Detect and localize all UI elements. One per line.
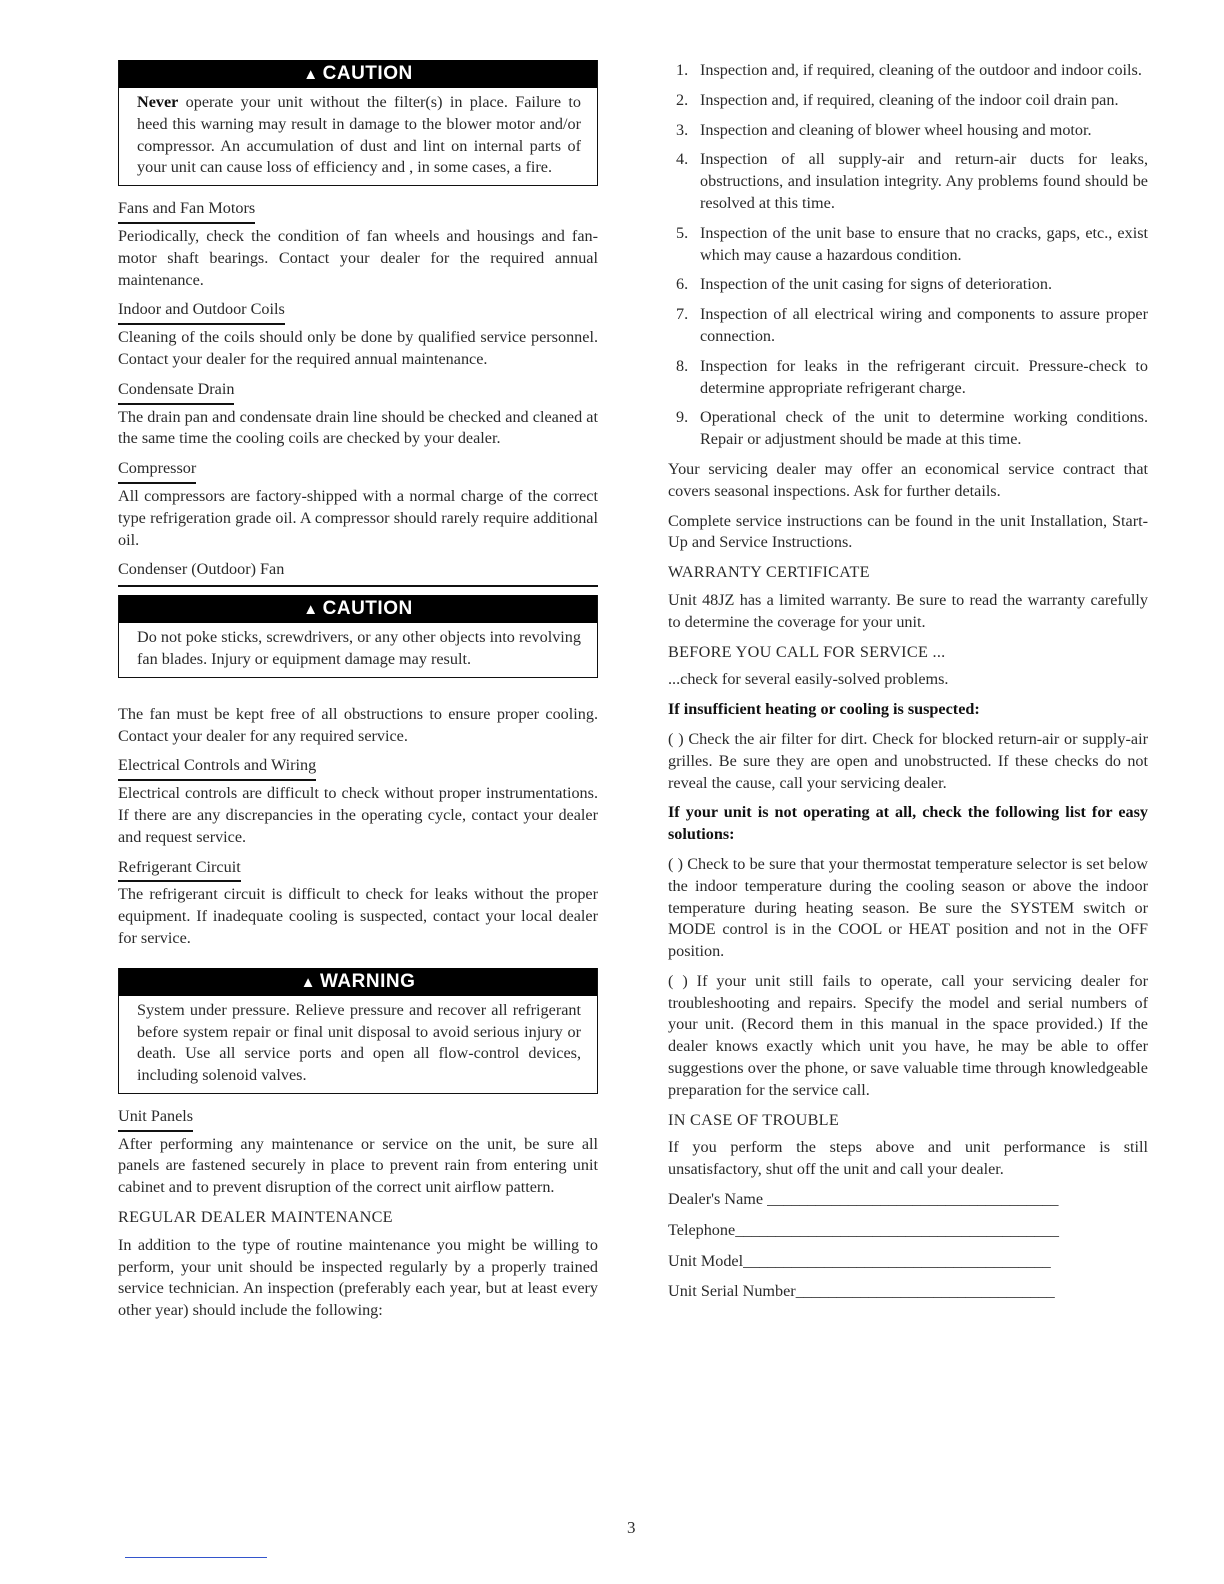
bold-heading: If your unit is not operating at all, check the following list for easy solutions: (668, 803, 1148, 844)
section-text: The refrigerant circuit is difficult to check for leaks without the proper equipment. If inadequate cooling is suspected, contact your local dealer for service. (118, 885, 598, 947)
warning-triangle-icon: ▲ (303, 66, 319, 83)
list-item: 7. Inspection of all electrical wiring and components to assure proper connection. (676, 305, 1148, 345)
warning-triangle-icon: ▲ (300, 973, 317, 991)
list-item: 3. Inspection and cleaning of blower wheel housing and motor. (676, 120, 1092, 139)
section-heading: Refrigerant Circuit (118, 857, 241, 883)
section-text: All compressors are factory-shipped with a normal charge of the correct type refrigeration grade oil. A compressor should rarely require additional oil. (118, 486, 598, 549)
section-text: In addition to the type of routine maintenance you might be willing to perform, your unit should be inspected regularly by a properly trained service technician. An inspection (preferably each year, but at least every other year) should include the following: (118, 1235, 598, 1320)
paragraph: ( ) If your unit still fails to operate, call your servicing dealer for troubleshooting and repairs. Specify the model and serial numbers of your unit. (Record them in this manual in the space provided.) If the dealer knows exactly which unit you have, he may be able to offer suggestions over the phone, or save valuable time through knowledgeable preparation for the service call. (668, 971, 1148, 1099)
warranty-heading: WARRANTY CERTIFICATE (668, 563, 870, 582)
list-item: 5. Inspection of the unit base to ensure that no cracks, gaps, etc., exist which may cause a hazardous condition. (676, 223, 1148, 264)
paragraph: Your servicing dealer may offer an economical service contract that covers seasonal inspections. Ask for further details. (668, 459, 1148, 500)
caution-bold-lead: Never (137, 93, 179, 111)
caution-body: Do not poke sticks, screwdrivers, or any other objects into revolving fan blades. Injury or equipment damage may result. (137, 628, 581, 668)
list-item: 9. Operational check of the unit to determine working conditions. Repair or adjustment should be made at this time. (676, 408, 1148, 449)
warning-header (119, 968, 597, 996)
page-number: 3 (627, 1518, 636, 1537)
paragraph: Complete service instructions can be found in the unit Installation, Start-Up and Service Instructions. (668, 511, 1148, 552)
unit-serial-field: Unit Serial Number________________________________ (668, 1282, 1055, 1301)
section-text: After performing any maintenance or service on the unit, be sure all panels are fastened securely in place to prevent rain from entering unit cabinet and to prevent disruption of the correct unit airflow pattern. (118, 1134, 598, 1197)
section-heading: Electrical Controls and Wiring (118, 755, 316, 781)
footer-rule (125, 1557, 267, 1558)
warning-box (118, 968, 598, 1094)
paragraph: ( ) Check to be sure that your thermostat temperature selector is set below the indoor temperature during the cooling season or above the indoor temperature during heating season. Be sure the SYSTEM switch or MODE control is in the COOL or HEAT position and not in the OFF position. (668, 854, 1148, 961)
list-item: 8. Inspection for leaks in the refrigerant circuit. Pressure-check to determine appropriate refrigerant charge. (676, 356, 1148, 397)
caution-title: CAUTION (322, 598, 413, 620)
paragraph: Unit 48JZ has a limited warranty. Be sure to read the warranty carefully to determine the coverage for your unit. (668, 590, 1148, 631)
caution-header (119, 60, 597, 88)
unit-model-field: Unit Model______________________________________ (668, 1251, 1051, 1270)
caution-box-filter (118, 60, 598, 186)
caution-title: CAUTION (322, 63, 413, 84)
warning-triangle-icon: ▲ (303, 601, 319, 619)
bold-heading: If insufficient heating or cooling is suspected: (668, 700, 980, 719)
section-heading: Condensate Drain (118, 379, 234, 405)
section-heading: Unit Panels (118, 1106, 193, 1132)
inspection-list (668, 60, 1148, 451)
list-item: 6. Inspection of the unit casing for signs of deterioration. (676, 275, 1052, 294)
section-text: Electrical controls are difficult to check without proper instrumentations. If there are any discrepancies in the operating cycle, contact your dealer and request service. (118, 784, 598, 846)
paragraph: ( ) Check the air filter for dirt. Check for blocked return-air or supply-air grilles. Be sure they are open and unobstructed. If these checks do not reveal the cause, call your servicing dealer. (668, 729, 1148, 792)
list-item: 2. Inspection and, if required, cleaning of the indoor coil drain pan. (676, 90, 1119, 109)
divider (118, 585, 598, 587)
section-text: The drain pan and condensate drain line should be checked and cleaned at the same time the cooling coils are checked by your dealer. (118, 407, 598, 448)
section-text: Periodically, check the condition of fan wheels and housings and fan-motor shaft bearings. Contact your dealer for the required annual maintenance. (118, 226, 598, 289)
caution-body (119, 88, 597, 185)
trouble-heading: IN CASE OF TROUBLE (668, 1110, 840, 1129)
left-column (118, 60, 598, 1330)
right-column (668, 60, 1148, 1312)
caution-text: operate your unit without the filter(s) in place. Failure to heed this warning may result in damage to the blower motor and/or compressor. An accumulation of dust and lint on internal parts of your unit can cause loss of efficiency and , in some cases, a fire. (137, 93, 581, 177)
section-text: Cleaning of the coils should only be done by qualified service personnel. Contact your dealer for the required annual maintenance. (118, 328, 598, 368)
paragraph: ...check for several easily-solved problems. (668, 670, 949, 689)
section-text: The fan must be kept free of all obstructions to ensure proper cooling. Contact your dealer for any required service. (118, 704, 598, 745)
caution-box-fan (118, 595, 598, 678)
caution-header (119, 595, 597, 623)
warning-title: WARNING (320, 970, 416, 992)
telephone-field: Telephone________________________________________ (668, 1220, 1059, 1239)
section-heading: Compressor (118, 458, 196, 484)
list-item: 1. Inspection and, if required, cleaning of the outdoor and indoor coils. (676, 61, 1142, 79)
paragraph: If you perform the steps above and unit performance is still unsatisfactory, shut off the unit and call your dealer. (668, 1138, 1148, 1179)
section-heading: Fans and Fan Motors (118, 198, 255, 224)
section-heading: Condenser (Outdoor) Fan (118, 560, 285, 579)
before-service-heading: BEFORE YOU CALL FOR SERVICE ... (668, 642, 946, 661)
section-heading: Indoor and Outdoor Coils (118, 299, 285, 325)
section-heading: REGULAR DEALER MAINTENANCE (118, 1208, 393, 1227)
list-item: 4. Inspection of all supply-air and return-air ducts for leaks, obstructions, and insulation integrity. Any problems found should be resolved at this time. (676, 150, 1148, 212)
dealer-name-field: Dealer's Name ____________________________________ (668, 1190, 1059, 1209)
warning-body: System under pressure. Relieve pressure and recover all refrigerant before system repair or final unit disposal to avoid serious injury or death. Use all service ports and open all flow-control devices, including solenoid valves. (137, 1000, 581, 1085)
